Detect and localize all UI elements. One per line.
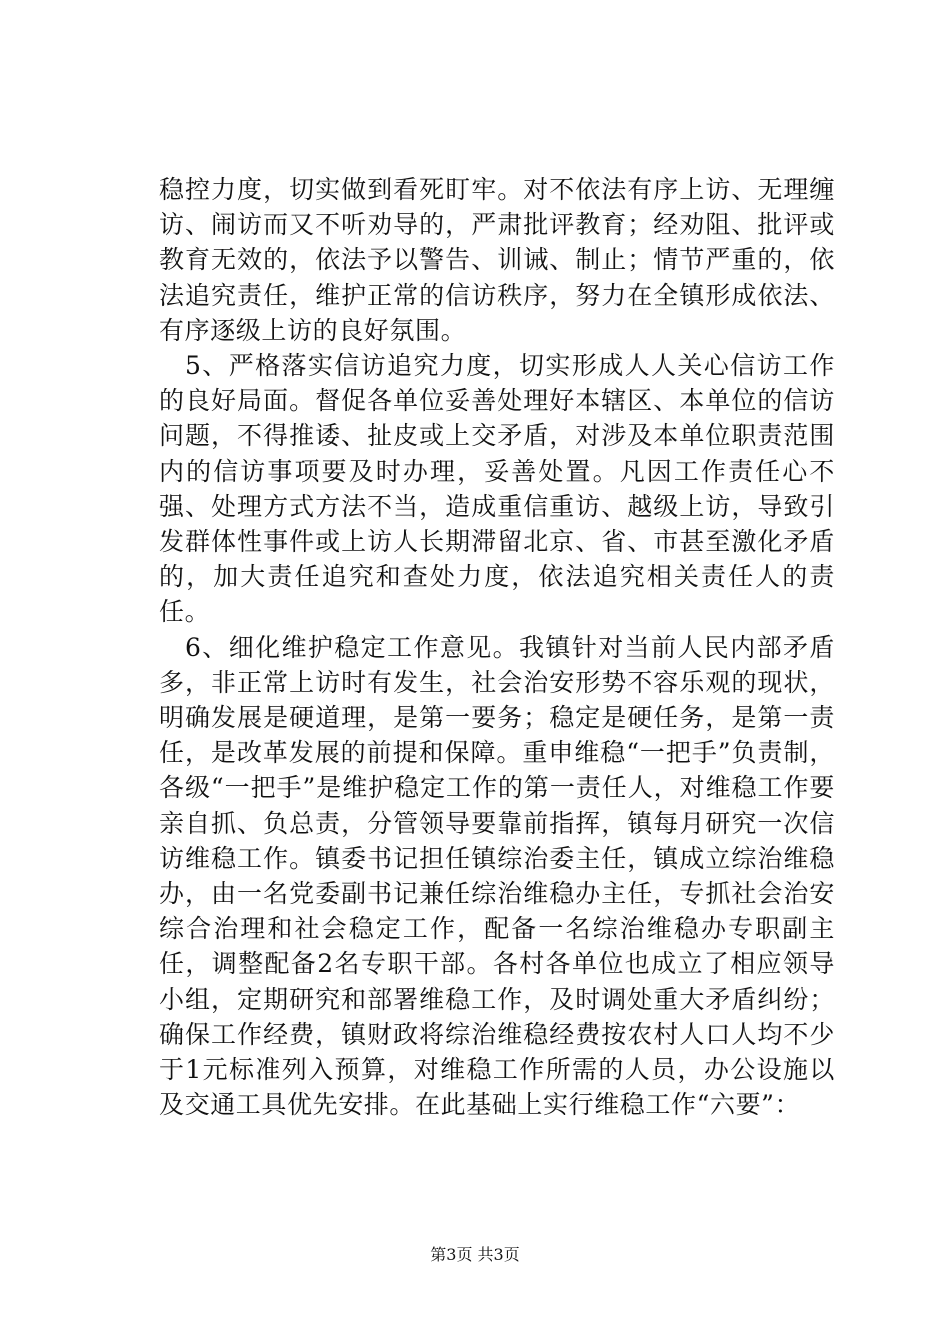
document-body [159,172,835,1122]
paragraph-item-6: 6、细化维护稳定工作意见。我镇针对当前人民内部矛盾多，非正常上访时有发生，社会治安形势不容乐观的现状，明确发展是硬道理，是第一要务；稳定是硬任务，是第一责任，是改革发展的前提和保障。重申维稳“一把手”负责制，各级“一把手”是维护稳定工作的第一责任人，对维稳工作要亲自抓、负总责，分管领导要靠前指挥，镇每月研究一次信访维稳工作。镇委书记担任镇综治委主任，镇成立综治维稳办，由一名党委副书记兼任综治维稳办主任，专抓社会治安综合治理和社会稳定工作，配备一名综治维稳办专职副主任，调整配备2名专职干部。各村各单位也成立了相应领导小组，定期研究和部署维稳工作，及时调处重大矛盾纠纷；确保工作经费，镇财政将综治维稳经费按农村人口人均不少于1元标准列入预算，对维稳工作所需的人员，办公设施以及交通工具优先安排。在此基础上实行维稳工作“六要”： [159,632,835,1120]
paragraph-item-5: 5、严格落实信访追究力度，切实形成人人关心信访工作的良好局面。督促各单位妥善处理好本辖区、本单位的信访问题，不得推诿、扯皮或上交矛盾，对涉及本单位职责范围内的信访事项要及时办理，妥善处置。凡因工作责任心不强、处理方式方法不当，造成重信重访、越级上访，导致引发群体性事件或上访人长期滞留北京、省、市甚至激化矛盾的，加大责任追究和查处力度，依法追究相关责任人的责任。 [159,351,835,627]
paragraph-continuation: 稳控力度，切实做到看死盯牢。对不依法有序上访、无理缠访、闹访而又不听劝导的，严肃批评教育；经劝阻、批评或教育无效的，依法予以警告、训诫、制止；情节严重的，依法追究责任，维护正常的信访秩序，努力在全镇形成依法、有序逐级上访的良好氛围。 [159,175,835,345]
page-number-footer: 第3页 共3页 [430,1245,520,1264]
